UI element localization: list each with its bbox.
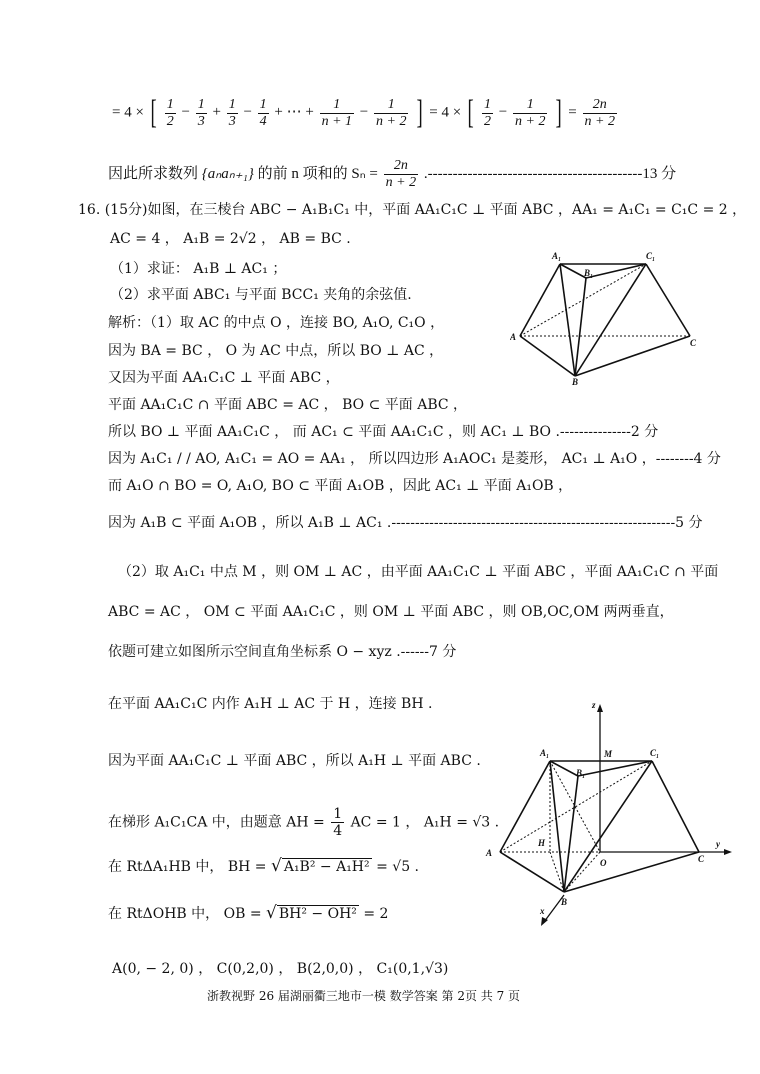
equals-four-times: = 4 × xyxy=(112,104,144,121)
edge-b1-c1 xyxy=(586,264,646,278)
result-fraction: $\frac{2n}{n + 2}$ xyxy=(584,96,615,129)
label2-x: x xyxy=(540,906,545,916)
right-bracket: ] xyxy=(416,94,423,131)
label2-b: B xyxy=(561,897,568,907)
operator: − xyxy=(177,104,194,121)
label-b: B xyxy=(572,377,579,387)
top-formula xyxy=(112,96,619,130)
label2-b1: B₁ xyxy=(576,768,586,778)
problem16-line1: 16. (15分)如图，在三棱台 ABC − A₁B₁C₁ 中，平面 AA₁C₁C ⊥ 平面 ABC ，AA₁ = A₁C₁ = C₁C = 2 ， xyxy=(78,202,747,218)
fraction-term: $\frac{1}{3}$ xyxy=(228,96,236,129)
rt-triangle-2: 在 RtΔOHB 中， OB = √ BH² − OH² = 2 xyxy=(108,903,389,923)
trapezoid-line: 在梯形 A₁C₁CA 中，由题意 AH = $\frac{1}{4}$ AC = 1 ， A₁H = √3 . xyxy=(108,806,500,839)
equals-four-times-2: = 4 × xyxy=(429,104,462,121)
edge-c1-c xyxy=(646,264,690,336)
edge-a-b xyxy=(520,336,575,376)
edge-a-a1 xyxy=(520,264,560,336)
equals-sign: = xyxy=(568,104,577,121)
fraction-term: $\frac{1}{2}$ xyxy=(484,96,492,129)
bracket-terms-1 xyxy=(163,96,411,129)
label2-y: y xyxy=(716,839,720,849)
left-bracket-2: [ xyxy=(467,94,474,131)
edge-a1-b1 xyxy=(560,264,586,278)
conclusion-15: 因此所求数列 {aₙaₙ₊₁} 的前 n 项和的 Sₙ = $\frac{2n}{n + 2}$ .-------------------------------------------13 分 xyxy=(108,158,677,190)
edge2-a-b xyxy=(500,852,564,892)
z-arrow-icon xyxy=(597,704,603,712)
question-1: （1）求证： A₁B ⊥ AC₁ ； xyxy=(110,261,287,277)
solution-line-3: 平面 AA₁C₁C ∩ 平面 ABC = AC ， BO ⊂ 平面 ABC ， xyxy=(108,397,468,413)
operator: − xyxy=(495,104,511,121)
part2-line-2: 依题可建立如图所示空间直角坐标系 O − xyz .------7 分 xyxy=(108,644,457,660)
question-2: （2）求平面 ABC₁ 与平面 BCC₁ 夹角的余弦值. xyxy=(110,287,412,303)
fraction-term: $\frac{1}{2}$ xyxy=(166,96,174,129)
solution-line-5: 因为 A₁C₁ / / AO, A₁C₁ = AO = AA₁ ， 所以四边形 A₁AOC₁ 是菱形， AC₁ ⊥ A₁O ，--------4 分 xyxy=(108,451,721,467)
label2-a: A xyxy=(486,848,493,858)
solution-line-7: 因为 A₁B ⊂ 平面 A₁OB ，所以 A₁B ⊥ AC₁ .------------------------------------------------------------5 分 xyxy=(108,515,703,531)
quarter-fraction: $\frac{1}{4}$ xyxy=(333,806,343,839)
label2-o: O xyxy=(600,858,607,868)
label2-c: C xyxy=(698,854,705,864)
part2-line-0: （2）取 A₁C₁ 中点 M ，则 OM ⊥ AC ，由平面 AA₁C₁C ⊥ 平面 ABC ，平面 AA₁C₁C ∩ 平面 xyxy=(118,564,719,580)
operator: − xyxy=(239,104,256,121)
left-bracket: [ xyxy=(150,94,157,131)
label2-m: M xyxy=(604,749,613,759)
edge2-c1-c xyxy=(652,761,699,852)
problem16-line2: AC = 4 ， A₁B = 2√2 ， AB = BC . xyxy=(110,231,351,247)
label-a1: A₁ xyxy=(552,251,562,261)
frustum-figure-1 xyxy=(510,248,710,388)
hidden-edge-a-c1 xyxy=(520,264,646,336)
edge2-b1-c1 xyxy=(578,761,652,776)
frustum-figure-2 xyxy=(484,700,734,930)
rt-triangle-1: 在 RtΔA₁HB 中， BH = √ A₁B² − A₁H² = √5 . xyxy=(108,856,420,876)
part2-line-1: ABC = AC ， OM ⊂ 平面 AA₁C₁C ，则 OM ⊥ 平面 ABC ，则 OB,OC,OM 两两垂直， xyxy=(108,604,674,620)
right-bracket-2: ] xyxy=(555,94,562,131)
coordinates-line: A(0, − 2, 0) ， C(0,2,0) ， B(2,0,0) ， C₁(0,1,√3) xyxy=(112,961,449,977)
label2-a1: A₁ xyxy=(540,748,550,758)
label2-z: z xyxy=(592,700,596,710)
edge-b-c xyxy=(575,336,690,376)
fraction-term: $\frac{1}{4}$ xyxy=(259,96,267,129)
sum-fraction: $\frac{2n}{n + 2}$ xyxy=(385,158,417,190)
edge-a1-b xyxy=(560,264,575,376)
solution-line-0: 解析：（1）取 AC 的中点 O ，连接 BO, A₁O, C₁O ， xyxy=(108,315,445,331)
fraction-term: $\frac{1}{3}$ xyxy=(197,96,205,129)
operator: + ⋯ + xyxy=(270,104,318,121)
operator: + xyxy=(208,104,225,121)
page-footer: 浙教视野 26 届湖丽衢三地市一模 数学答案 第 2页 共 7 页 xyxy=(207,989,521,1003)
operator: − xyxy=(356,104,372,121)
solution-line-4: 所以 BO ⊥ 平面 AA₁C₁C ， 而 AC₁ ⊂ 平面 AA₁C₁C ，则 AC₁ ⊥ BO .---------------2 分 xyxy=(108,424,659,440)
label2-c1: C₁ xyxy=(650,748,660,758)
fraction-term: $\frac{1}{n + 1}$ xyxy=(321,96,353,129)
y-arrow-icon xyxy=(724,849,732,855)
label-a: A xyxy=(510,332,517,342)
part2-line-4: 因为平面 AA₁C₁C ⊥ 平面 ABC ，所以 A₁H ⊥ 平面 ABC . xyxy=(108,753,481,769)
fraction-term: $\frac{1}{n + 2}$ xyxy=(376,96,407,129)
solution-line-2: 又因为平面 AA₁C₁C ⊥ 平面 ABC ， xyxy=(108,370,340,386)
solution-line-6: 而 A₁O ∩ BO = O, A₁O, BO ⊂ 平面 A₁OB ，因此 AC₁ ⊥ 平面 A₁OB ， xyxy=(108,478,573,494)
edge2-b-c xyxy=(564,852,699,892)
part2-line-3: 在平面 AA₁C₁C 内作 A₁H ⊥ AC 于 H ，连接 BH . xyxy=(108,696,433,712)
solution-line-1: 因为 BA = BC ， O 为 AC 中点，所以 BO ⊥ AC ， xyxy=(108,343,444,359)
fraction-term: $\frac{1}{n + 2}$ xyxy=(515,96,546,129)
bracket-terms-2 xyxy=(480,96,549,129)
label2-h: H xyxy=(538,838,546,848)
label-b1: B₁ xyxy=(584,268,594,278)
label-c: C xyxy=(690,338,697,348)
label-c1: C₁ xyxy=(646,251,656,261)
